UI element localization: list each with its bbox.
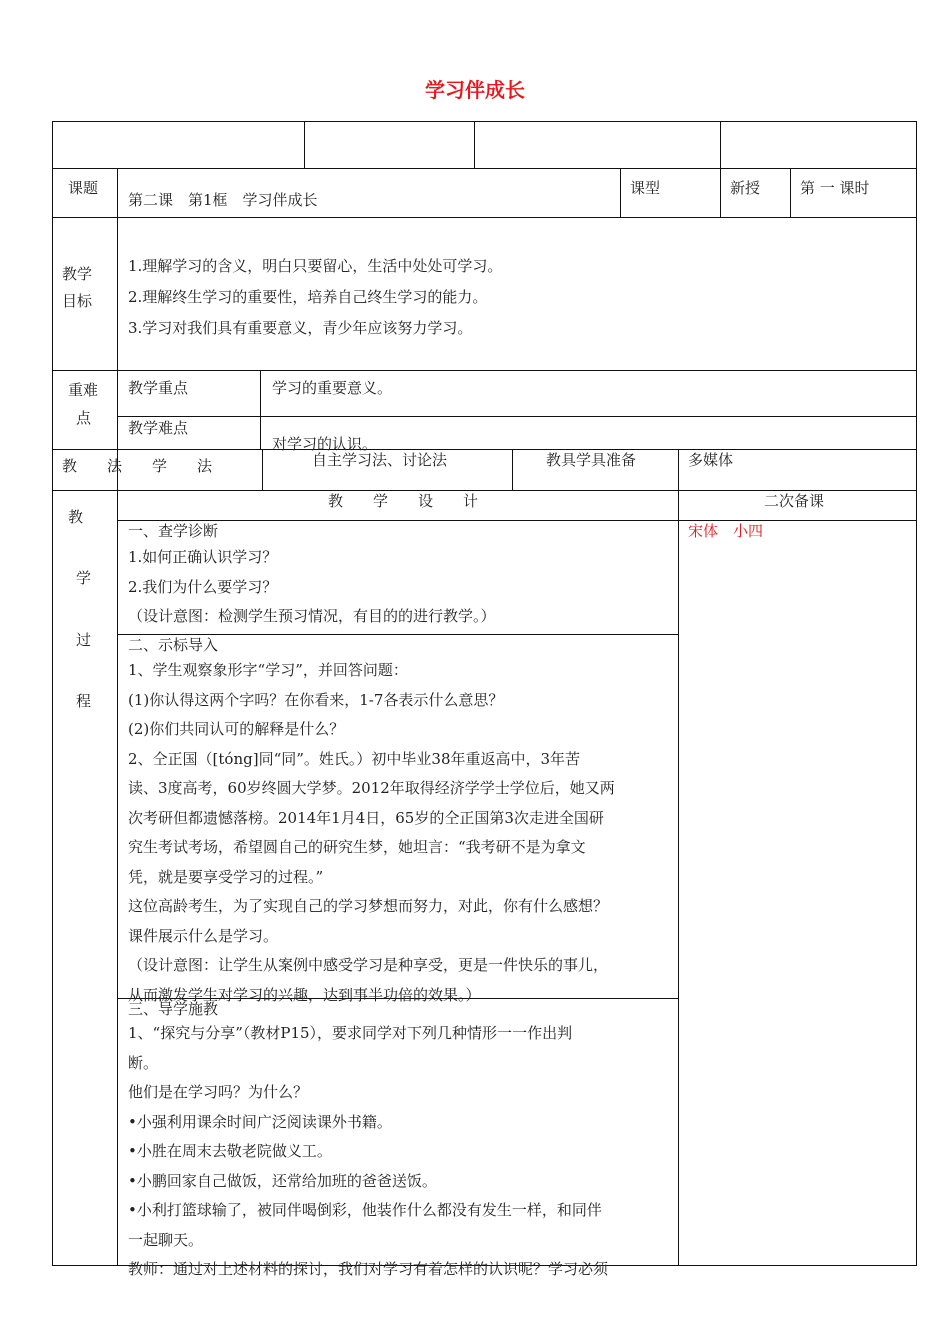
page-title: 学习伴成长 (425, 78, 525, 102)
text-line: （设计意图：让学生从案例中感受学习是种享受，更是一件快乐的事儿， (128, 956, 609, 974)
section-title: 三、导学施教 (128, 1000, 219, 1018)
text-line: 1.如何正确认识学习？ (128, 548, 278, 566)
methods-label: 教 法 学 法 (62, 457, 213, 475)
text-line: 读、3度高考，60岁终圆大学梦。2012年取得经济学学士学位后，她又两 (128, 779, 615, 797)
text-line: 断。 (128, 1053, 159, 1072)
key-point: 学习的重要意义。 (272, 379, 393, 397)
methods-value: 自主学习法、讨论法 (312, 451, 448, 469)
difficult-point-label: 教学难点 (128, 419, 189, 437)
text-line: (1)你认得这两个字吗？在你看来，1-7各表示什么意思？ (128, 690, 504, 709)
difficult-point: 对学习的认识。 (272, 435, 378, 453)
section-body (128, 543, 668, 632)
text-line: 1、“探究与分享”（教材P15），要求同学对下列几种情形一一作出判 (128, 1024, 573, 1042)
text-line: •小胜在周末去敬老院做义工。 (128, 1142, 332, 1160)
process-label-char: 程 (76, 692, 92, 710)
text-line: 究生考试考场，希望圆自己的研究生梦，她坦言：“我考研不是为拿文 (128, 838, 586, 856)
text-line: 这位高龄考生，为了实现自己的学习梦想而努力，对此，你有什么感想？ (128, 897, 609, 915)
objective-item: 1.理解学习的含义，明白只要留心，生活中处处可学习。 (128, 257, 503, 275)
notes-header: 二次备课 (764, 492, 825, 510)
objectives-label-2: 目标 (62, 292, 93, 310)
key-point-label: 教学重点 (128, 379, 189, 397)
tools-value: 多媒体 (688, 451, 734, 469)
lesson-title: 第二课 第1框 学习伴成长 (128, 191, 318, 209)
keypoints-label-2: 点 (76, 409, 92, 427)
process-label-char: 教 (68, 508, 84, 526)
text-line: •小强利用课余时间广泛阅读课外书籍。 (128, 1112, 392, 1131)
objective-item: 2.理解终生学习的重要性，培养自己终生学习的能力。 (128, 288, 488, 306)
objective-item: 3.学习对我们具有重要意义，青少年应该努力学习。 (128, 319, 473, 337)
text-line: 从而激发学生对学习的兴趣，达到事半功倍的效果。） (128, 985, 481, 1004)
keypoints-label-1: 重难 (68, 381, 99, 399)
design-header: 教 学 设 计 (328, 492, 479, 510)
text-line: •小鹏回家自己做饭，还常给加班的爸爸送饭。 (128, 1171, 437, 1190)
text-line: （设计意图：检测学生预习情况，有目的的进行教学。） (128, 607, 496, 625)
section-body (128, 656, 668, 1010)
lesson-type: 新授 (730, 179, 761, 197)
text-line: (2)你们共同认可的解释是什么？ (128, 720, 345, 738)
section-title: 二、示标导入 (128, 636, 219, 654)
notes-text: 宋体 小四 (688, 522, 764, 540)
text-line: •小利打篮球输了，被同伴喝倒彩，他装作什么都没有发生一样，和同伴 (128, 1201, 602, 1219)
text-line: 课件展示什么是学习。 (128, 926, 279, 945)
process-label-char: 过 (76, 631, 92, 649)
process-label-char: 学 (76, 569, 92, 587)
objectives-label-1: 教学 (62, 265, 93, 283)
section-title: 一、查学诊断 (128, 522, 219, 540)
lesson-label: 课题 (68, 179, 99, 197)
section-body (128, 1019, 668, 1285)
text-line: 他们是在学习吗？为什么？ (128, 1083, 309, 1101)
text-line: 一起聊天。 (128, 1230, 204, 1249)
text-line: 1、学生观察象形字“学习”，并回答问题： (128, 661, 408, 679)
text-line: 凭，就是要享受学习的过程。” (128, 867, 324, 886)
tools-label: 教具学具准备 (546, 451, 637, 469)
text-line: 2、仝正国（[tóng]同“同”。姓氏。）初中毕业38年重返高中，3年苦 (128, 749, 581, 768)
type-label: 课型 (630, 179, 661, 197)
lesson-period: 第 一 课时 (800, 179, 870, 197)
text-line: 教师：通过对上述材料的探讨，我们对学习有着怎样的认识呢？学习必须 (128, 1260, 609, 1278)
text-line: 次考研但都遗憾落榜。2014年1月4日，65岁的仝正国第3次走进全国研 (128, 808, 604, 827)
text-line: 2.我们为什么要学习？ (128, 577, 278, 596)
